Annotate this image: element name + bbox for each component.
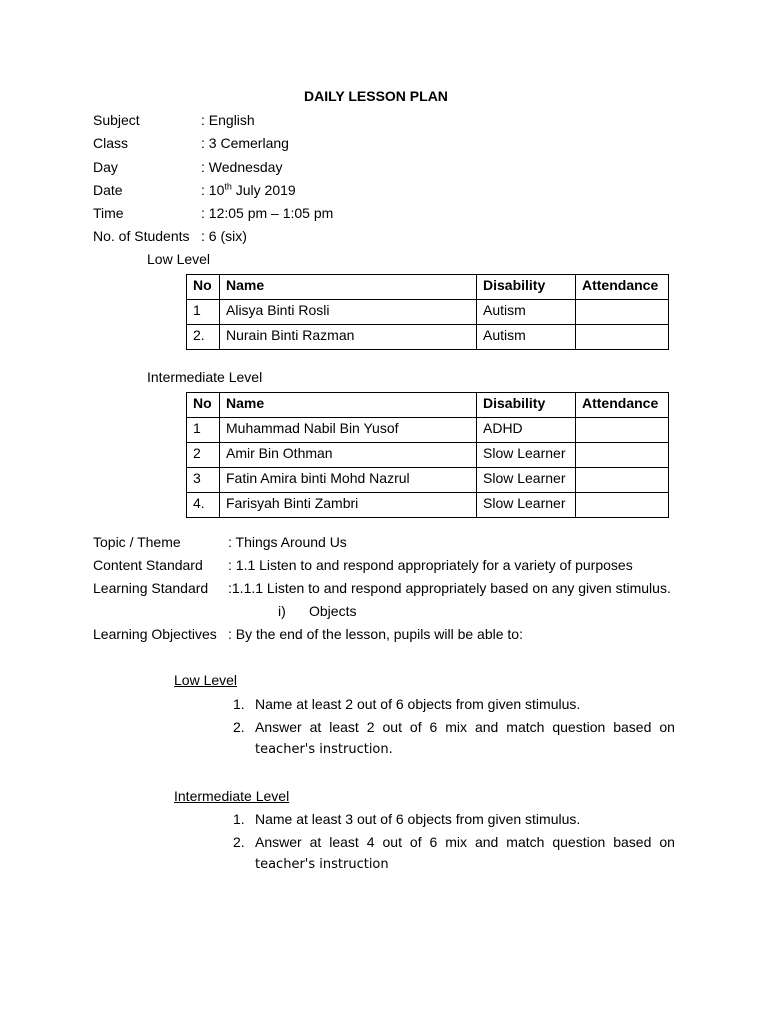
header-attendance: Attendance xyxy=(576,275,669,300)
cell-disability: Autism xyxy=(477,325,576,350)
list-item: Name at least 3 out of 6 objects from given stimulus. xyxy=(255,811,581,827)
list-item-number: 2. xyxy=(233,834,245,850)
list-item-number: 2. xyxy=(233,719,245,735)
cell-disability: Slow Learner xyxy=(477,468,576,493)
content-standard-value: : 1.1 Listen to and respond appropriately for a variety of purposes xyxy=(228,557,633,573)
table-row xyxy=(187,418,669,443)
intermediate-objectives-heading: Intermediate Level xyxy=(174,788,290,804)
objectives-label: Learning Objectives xyxy=(93,626,217,642)
cell-no: 2. xyxy=(187,325,220,350)
table-row xyxy=(187,300,669,325)
list-item: Name at least 2 out of 6 objects from given stimulus. xyxy=(255,696,581,712)
cell-no: 3 xyxy=(187,468,220,493)
learning-standard-label: Learning Standard xyxy=(93,580,209,596)
list-item: Answer at least 4 out of 6 mix and match question based on xyxy=(255,834,675,850)
cell-name: Amir Bin Othman xyxy=(220,443,477,468)
cell-attendance[interactable] xyxy=(576,493,669,518)
time-label: Time xyxy=(93,205,124,221)
table-row xyxy=(187,493,669,518)
list-item: Answer at least 2 out of 6 mix and match question based on xyxy=(255,719,675,735)
header-no: No xyxy=(187,393,220,418)
cell-attendance[interactable] xyxy=(576,468,669,493)
subject-label: Subject xyxy=(93,112,140,128)
table-header-row xyxy=(187,393,669,418)
cell-name: Muhammad Nabil Bin Yusof xyxy=(220,418,477,443)
objectives-value: : By the end of the lesson, pupils will be able to: xyxy=(228,626,523,642)
header-disability: Disability xyxy=(477,393,576,418)
intermediate-level-heading: Intermediate Level xyxy=(147,369,263,385)
time-value: : 12:05 pm – 1:05 pm xyxy=(201,205,334,221)
list-item-number: 1. xyxy=(233,811,245,827)
students-label: No. of Students xyxy=(93,228,190,244)
cell-attendance[interactable] xyxy=(576,325,669,350)
low-level-heading: Low Level xyxy=(147,251,211,267)
page-title: DAILY LESSON PLAN xyxy=(304,88,448,104)
intermediate-level-table xyxy=(186,392,669,518)
cell-no: 2 xyxy=(187,443,220,468)
list-item-number: 1. xyxy=(233,696,245,712)
header-no: No xyxy=(187,275,220,300)
subject-value: : English xyxy=(201,112,255,128)
cell-attendance[interactable] xyxy=(576,300,669,325)
cell-disability: ADHD xyxy=(477,418,576,443)
low-objectives-heading: Low Level xyxy=(174,672,238,688)
day-value: : Wednesday xyxy=(201,159,283,175)
sub-item-marker: i) xyxy=(278,603,286,619)
cell-attendance[interactable] xyxy=(576,443,669,468)
cell-disability: Autism xyxy=(477,300,576,325)
header-name: Name xyxy=(220,275,477,300)
cell-disability: Slow Learner xyxy=(477,493,576,518)
cell-name: Alisya Binti Rosli xyxy=(220,300,477,325)
list-item-continuation: teacher's instruction. xyxy=(255,742,393,757)
date-label: Date xyxy=(93,182,123,198)
cell-no: 1 xyxy=(187,300,220,325)
day-label: Day xyxy=(93,159,118,175)
class-value: : 3 Cemerlang xyxy=(201,135,289,151)
table-row xyxy=(187,468,669,493)
cell-no: 1 xyxy=(187,418,220,443)
topic-label: Topic / Theme xyxy=(93,534,181,550)
sub-item-text: Objects xyxy=(309,603,357,619)
cell-no: 4. xyxy=(187,493,220,518)
header-name: Name xyxy=(220,393,477,418)
list-item-continuation: teacher's instruction xyxy=(255,857,389,872)
topic-value: : Things Around Us xyxy=(228,534,347,550)
class-label: Class xyxy=(93,135,129,151)
table-row xyxy=(187,325,669,350)
header-attendance: Attendance xyxy=(576,393,669,418)
header-disability: Disability xyxy=(477,275,576,300)
content-standard-label: Content Standard xyxy=(93,557,203,573)
table-row xyxy=(187,443,669,468)
students-value: : 6 (six) xyxy=(201,228,247,244)
cell-name: Fatin Amira binti Mohd Nazrul xyxy=(220,468,477,493)
cell-attendance[interactable] xyxy=(576,418,669,443)
table-header-row xyxy=(187,275,669,300)
cell-disability: Slow Learner xyxy=(477,443,576,468)
cell-name: Farisyah Binti Zambri xyxy=(220,493,477,518)
learning-standard-value: :1.1.1 Listen to and respond appropriately based on any given stimulus. xyxy=(228,580,671,596)
cell-name: Nurain Binti Razman xyxy=(220,325,477,350)
low-level-table xyxy=(186,274,669,350)
date-value: : 10th July 2019 xyxy=(201,181,296,198)
